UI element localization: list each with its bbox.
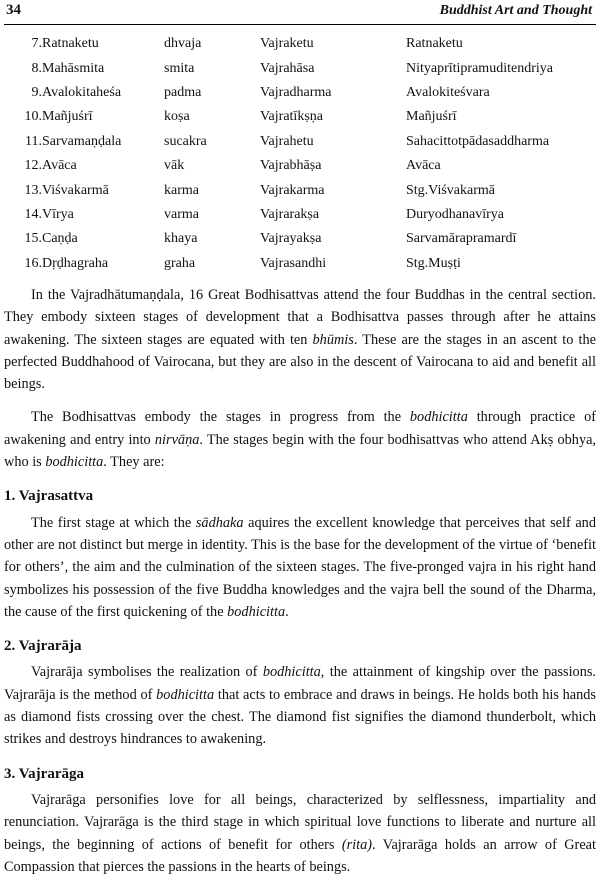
row-number-cell: 8. <box>31 60 42 76</box>
vajra-name-cell: Vajrahetu <box>260 133 314 149</box>
row-number-cell: 10. <box>24 109 42 125</box>
section-heading-vajraraja: 2. Vajrarāja <box>4 638 82 655</box>
vajra-name-cell: Vajradharma <box>260 84 332 100</box>
table-row <box>0 32 553 56</box>
row-number-cell: 7. <box>31 36 42 52</box>
vajra-name-cell: Vajraketu <box>260 36 314 52</box>
intro-paragraph-1: In the Vajradhātumaṇḍala, 16 Great Bodhisattvas attend the four Buddhas in the central section. They embody sixteen stages of development that a Bodhisattva passes through after he attains awakening. The sixteen stages are equated with ten bhūmis. These are the stages in an ascent to the perfected Buddhahood of Vairocana, but they are also in the descent of Vairocana to aid and benefit all beings. <box>4 287 597 393</box>
alternate-name-cell: Mañjuśrī <box>406 109 457 125</box>
section-paragraph-vajraraja: Vajrarāja symbolises the realization of bodhicitta, the attainment of kingship over the passions. Vajrarāja is the method of bodhicitta that acts to embrace and draws in beings. He holds both his hands as diamond fists crossing over the chest. The diamond fist signifies the diamond thunderbolt, which strikes and destroys hindrances to awakening. <box>4 664 596 748</box>
vajra-name-cell: Vajrakarma <box>260 182 325 198</box>
table-row <box>0 203 553 227</box>
intro-paragraph-2: The Bodhisattvas embody the stages in progress from the bodhicitta through practice of awakening and entry into nirvāṇa. The stages begin with the four bodhisattvas who attend Akṣ obhya, who is bodhicitta. They are: <box>4 409 597 471</box>
row-number-cell: 15. <box>24 231 42 247</box>
symbol-cell: sucakra <box>164 133 207 149</box>
header-rule <box>4 24 596 25</box>
bodhisattva-name-cell: Mahāsmita <box>42 60 105 76</box>
symbol-cell: dhvaja <box>164 36 202 52</box>
vajra-name-cell: Vajratīkṣṇa <box>260 109 323 125</box>
bodhisattva-name-cell: Caṇḍa <box>42 231 78 247</box>
vajra-name-cell: Vajrarakṣa <box>260 206 320 222</box>
page-header <box>0 0 600 28</box>
row-number-cell: 12. <box>24 158 42 174</box>
vajra-name-cell: Vajrasandhi <box>260 255 327 271</box>
table-row <box>0 178 553 202</box>
alternate-name-cell: Ratnaketu <box>406 36 463 52</box>
row-number-cell: 11. <box>25 133 42 149</box>
section-heading-vajraraga: 3. Vajrarāga <box>4 765 84 782</box>
bodhisattva-name-cell: Vīrya <box>42 206 74 222</box>
table-row <box>0 154 553 178</box>
alternate-name-cell: Stg.Muṣṭi <box>406 255 461 271</box>
alternate-name-cell: Nityaprītipramuditendriya <box>406 60 553 76</box>
alternate-name-cell: Duryodhanavīrya <box>406 206 504 222</box>
symbol-cell: padma <box>164 84 202 100</box>
symbol-cell: varma <box>164 206 199 222</box>
page-number: 34 <box>6 2 21 18</box>
vajra-name-cell: Vajrabhāṣa <box>260 158 322 174</box>
vajra-name-cell: Vajrahāsa <box>260 60 315 76</box>
alternate-name-cell: Avāca <box>406 158 441 174</box>
section-paragraph-vajraraga: Vajrarāga personifies love for all beings, characterized by selflessness, impartiality and renunciation. Vajrarāga is the third stage in which spiritual love functions to liberate and nurture all beings, the beginning of actions of benefit for others (rita). Vajrarāga holds an arrow of Great Compassion that pierces the passions in the hearts of beings. <box>4 791 596 875</box>
alternate-name-cell: Stg.Viśvakarmā <box>406 182 495 198</box>
bodhisattva-table <box>0 32 553 276</box>
bodhisattva-name-cell: Ratnaketu <box>42 36 99 52</box>
alternate-name-cell: Sahacittotpādasaddharma <box>406 133 550 149</box>
section-paragraph-vajrasattva: The first stage at which the sādhaka aquires the excellent knowledge that perceives that self and other are not distinct but merge in identity. This is the base for the development of the virtue of ‘benefit for others’, the aim and the culmination of the sixteen stages. The five-pronged vajra in his right hand symbolizes his possession of the five Buddha knowledges and the vajra bell the sound of the Dharma, the cause of the first quickening of the bodhicitta. <box>4 514 596 620</box>
symbol-cell: smita <box>164 60 195 76</box>
running-head: Buddhist Art and Thought <box>439 3 592 18</box>
bodhisattva-name-cell: Dṛḍhagraha <box>42 255 109 271</box>
row-number-cell: 9. <box>31 84 42 100</box>
alternate-name-cell: Avalokiteśvara <box>406 84 490 100</box>
bodhisattva-name-cell: Sarvamaṇḍala <box>42 133 122 149</box>
table-row <box>0 252 553 276</box>
bodhisattva-name-cell: Avāca <box>42 158 77 174</box>
row-number-cell: 16. <box>24 255 42 271</box>
symbol-cell: vāk <box>164 158 185 174</box>
symbol-cell: koṣa <box>164 109 190 125</box>
table-row <box>0 227 553 251</box>
bodhisattva-name-cell: Avalokitaheśa <box>42 84 122 100</box>
table-row <box>0 81 553 105</box>
row-number-cell: 14. <box>24 206 42 222</box>
body-text <box>4 284 596 878</box>
alternate-name-cell: Sarvamārapramardī <box>406 231 517 247</box>
table-row <box>0 130 553 154</box>
bodhisattva-name-cell: Mañjuśrī <box>42 109 93 125</box>
table-row <box>0 56 553 80</box>
row-number-cell: 13. <box>24 182 42 198</box>
symbol-cell: graha <box>164 255 196 271</box>
symbol-cell: karma <box>164 182 199 198</box>
bodhisattva-name-cell: Viśvakarmā <box>42 182 109 198</box>
table-row <box>0 105 553 129</box>
symbol-cell: khaya <box>164 231 198 247</box>
vajra-name-cell: Vajrayakṣa <box>260 231 322 247</box>
section-heading-vajrasattva: 1. Vajrasattva <box>4 488 94 505</box>
